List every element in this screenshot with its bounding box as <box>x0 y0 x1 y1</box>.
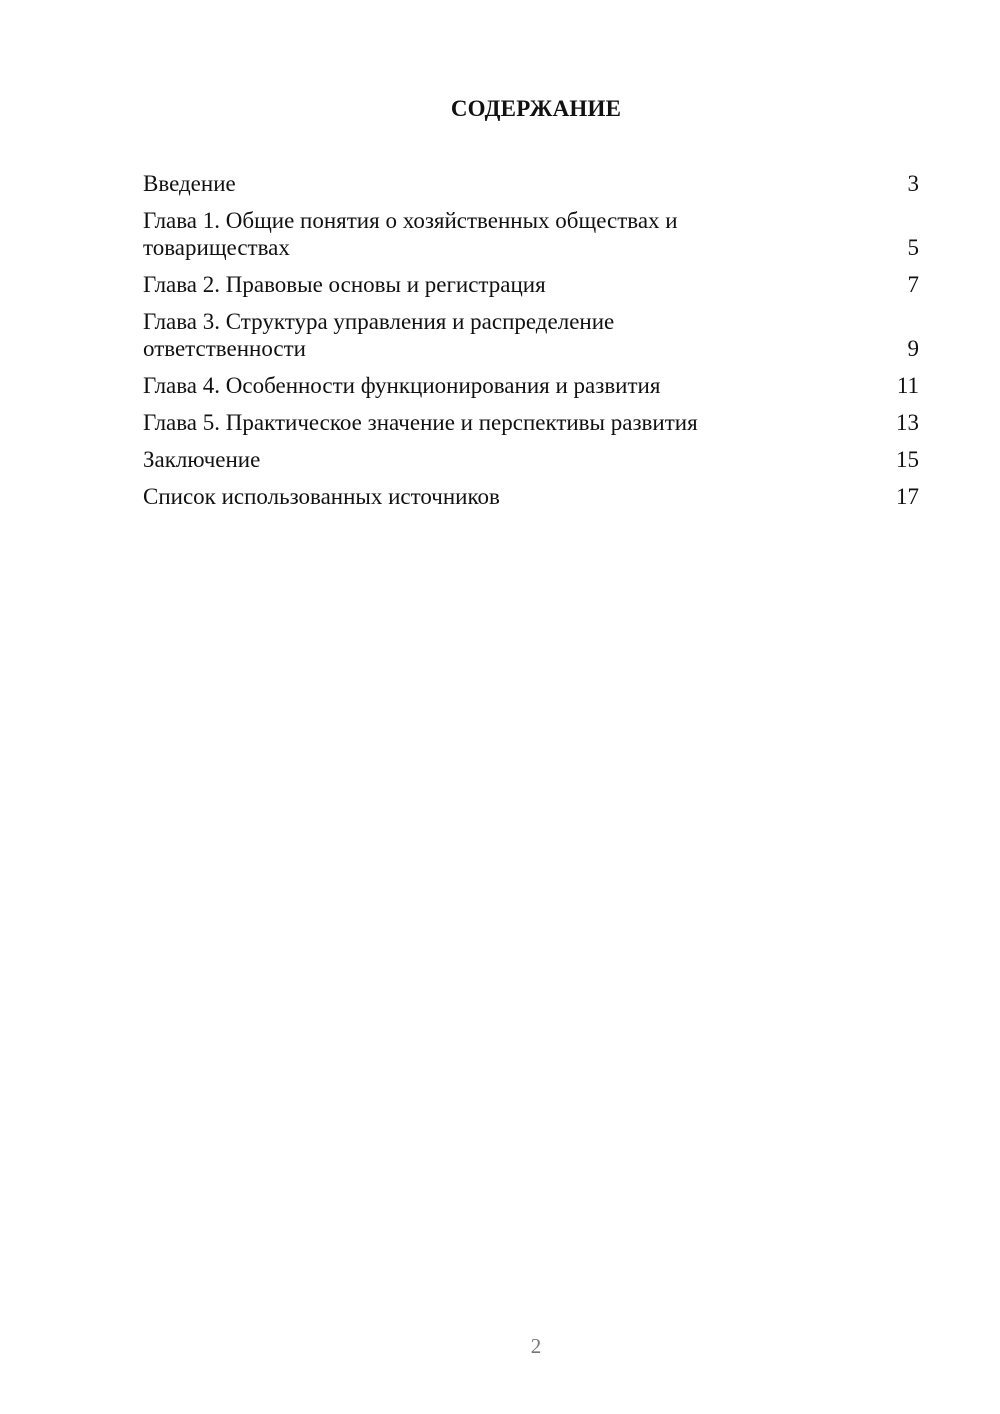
toc-entry-page: 13 <box>896 410 919 435</box>
toc-entry-title: Заключение <box>143 447 261 472</box>
toc-entry-page: 17 <box>896 484 919 509</box>
toc-entry-references[interactable] <box>143 483 919 510</box>
toc-entry-page: 5 <box>907 235 919 260</box>
toc-entry-chapter-3[interactable] <box>143 308 919 362</box>
toc-entry-title: Глава 2. Правовые основы и регистрация <box>143 272 546 297</box>
toc-entry-title: Глава 4. Особенности функционирования и развития <box>143 373 661 398</box>
toc-entry-page: 15 <box>896 447 919 472</box>
toc-entry-title: Список использованных источников <box>143 484 500 509</box>
toc-entry-introduction[interactable] <box>143 170 919 197</box>
table-of-contents <box>143 170 919 520</box>
toc-entry-title: Введение <box>143 171 236 196</box>
toc-entry-page: 9 <box>907 336 919 361</box>
toc-entry-page: 11 <box>896 373 919 398</box>
toc-entry-title: Глава 5. Практическое значение и перспективы развития <box>143 410 698 435</box>
toc-entry-conclusion[interactable] <box>143 446 919 473</box>
toc-entry-page: 7 <box>907 272 919 297</box>
toc-entry-chapter-2[interactable] <box>143 271 919 298</box>
toc-entry-page: 3 <box>907 171 919 196</box>
toc-entry-title: Глава 1. Общие понятия о хозяйственных обществах и товариществах <box>143 208 678 260</box>
page-title: СОДЕРЖАНИЕ <box>450 96 622 121</box>
toc-entry-chapter-4[interactable] <box>143 372 919 399</box>
toc-entry-title: Глава 3. Структура управления и распределение ответственности <box>143 309 615 361</box>
toc-entry-chapter-5[interactable] <box>143 409 919 436</box>
page-number: 2 <box>530 1334 542 1358</box>
toc-entry-chapter-1[interactable] <box>143 207 919 261</box>
